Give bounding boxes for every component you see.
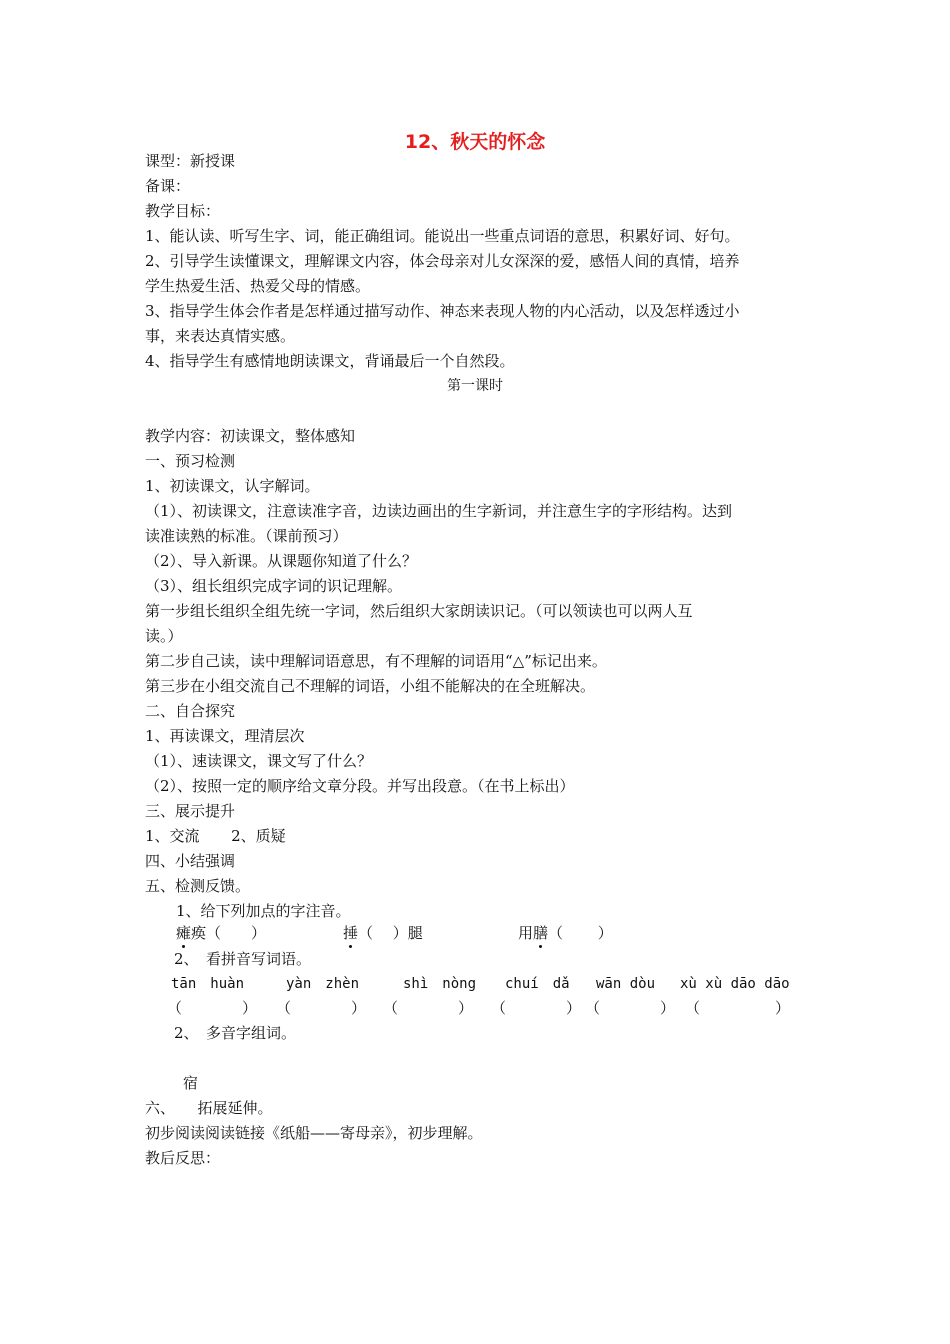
answer-blank: （ ） xyxy=(548,924,613,942)
item-1-2: （2）、导入新课。从课题你知道了什么？ xyxy=(145,552,418,570)
item-1-3: （3）、组长组织完成字词的识记理解。 xyxy=(145,577,403,595)
pinyin-2: yàn zhèn xyxy=(286,976,360,992)
reflection-label: 教后反思： xyxy=(145,1149,221,1167)
polyphone-char: 宿 xyxy=(183,1074,199,1092)
step-3: 第三步在小组交流自己不理解的词语，小组不能解决的在全班解决。 xyxy=(145,677,596,695)
item-2-1-a: （1）、速读课文，课文写了什么？ xyxy=(145,752,373,770)
goal-2-line-2: 学生热爱生活、热爱父母的情感。 xyxy=(145,277,371,295)
step-2: 第二步自己读，读中理解词语意思，有不理解的词语用“△”标记出来。 xyxy=(145,652,607,670)
lesson-heading: 第一课时 xyxy=(447,378,503,394)
answer-blank: （ ）腿 xyxy=(358,924,423,942)
question-1: 1、给下列加点的字注音。 xyxy=(176,902,351,920)
goal-2-line-1: 2、引导学生读懂课文，理解课文内容，体会母亲对儿女深深的爱，感悟人间的真情，培养 xyxy=(145,252,740,270)
section-2-heading: 二、自合探究 xyxy=(145,702,236,720)
dotted-char: 瘫 xyxy=(176,924,192,942)
blank-2: （ ） xyxy=(276,999,367,1017)
item-1-1: 1、初读课文，认字解词。 xyxy=(145,477,320,495)
pinyin-1: tān huàn xyxy=(171,976,245,992)
item-1-1-a-line-1: （1）、初读课文，注意读准字音，边读边画出的生字新词，并注意生字的字形结构。达到 xyxy=(145,502,733,520)
plain-char: 用 xyxy=(518,924,534,942)
page-title: 12、秋天的怀念 xyxy=(404,131,546,153)
step-1-line-1: 第一步组长组织全组先统一字词，然后组织大家朗读识记。（可以领读也可以两人互 xyxy=(145,602,693,620)
item-6-1: 初步阅读阅读链接《纸船——寄母亲》，初步理解。 xyxy=(145,1124,483,1142)
plain-char: 痪 xyxy=(191,924,207,942)
blank-4: （ ） xyxy=(491,999,582,1017)
lesson-type: 课型：新授课 xyxy=(145,152,236,170)
goal-1: 1、能认读、听写生字、词，能正确组词。能说出一些重点词语的意思，积累好词、好句。 xyxy=(145,227,740,245)
pinyin-6: xù xù dāo dāo xyxy=(680,976,790,992)
step-1-line-2: 读。） xyxy=(145,627,183,645)
question-2: 2、 看拼音写词语。 xyxy=(174,950,312,968)
question-1-word-3 xyxy=(518,923,613,943)
section-4-heading: 四、小结强调 xyxy=(145,852,236,870)
answer-blank: （ ） xyxy=(206,924,267,942)
section-6-heading: 六、 拓展延伸。 xyxy=(145,1099,273,1117)
question-1-word-2 xyxy=(343,923,423,943)
lesson-prep: 备课： xyxy=(145,177,191,195)
item-3-2: 2、质疑 xyxy=(231,827,286,845)
item-3-1: 1、交流 xyxy=(145,827,200,845)
goal-4: 4、指导学生有感情地朗读课文，背诵最后一个自然段。 xyxy=(145,352,515,370)
goals-label: 教学目标： xyxy=(145,202,221,220)
section-1-heading: 一、预习检测 xyxy=(145,452,236,470)
blank-5: （ ） xyxy=(585,999,676,1017)
pinyin-5: wān dòu xyxy=(596,976,656,992)
dotted-char: 捶 xyxy=(343,924,359,942)
blank-6: （ ） xyxy=(685,999,791,1017)
blank-3: （ ） xyxy=(383,999,474,1017)
goal-3-line-1: 3、指导学生体会作者是怎样通过描写动作、神态来表现人物的内心活动，以及怎样透过小 xyxy=(145,302,740,320)
lesson-content: 教学内容：初读课文，整体感知 xyxy=(145,427,356,445)
item-2-1: 1、再读课文，理清层次 xyxy=(145,727,305,745)
question-1-word-1 xyxy=(176,923,266,943)
question-3: 2、 多音字组词。 xyxy=(174,1024,297,1042)
section-5-heading: 五、检测反馈。 xyxy=(145,877,251,895)
dotted-char: 膳 xyxy=(533,924,549,942)
blank-1: （ ） xyxy=(167,999,258,1017)
goal-3-line-2: 事，来表达真情实感。 xyxy=(145,327,296,345)
item-3 xyxy=(145,826,286,846)
pinyin-4: chuí dǎ xyxy=(505,976,570,992)
section-3-heading: 三、展示提升 xyxy=(145,802,236,820)
item-2-1-b: （2）、按照一定的顺序给文章分段。并写出段意。（在书上标出） xyxy=(145,777,575,795)
item-1-1-a-line-2: 读准读熟的标准。（课前预习） xyxy=(145,527,348,545)
pinyin-3: shì nòng xyxy=(403,976,477,992)
